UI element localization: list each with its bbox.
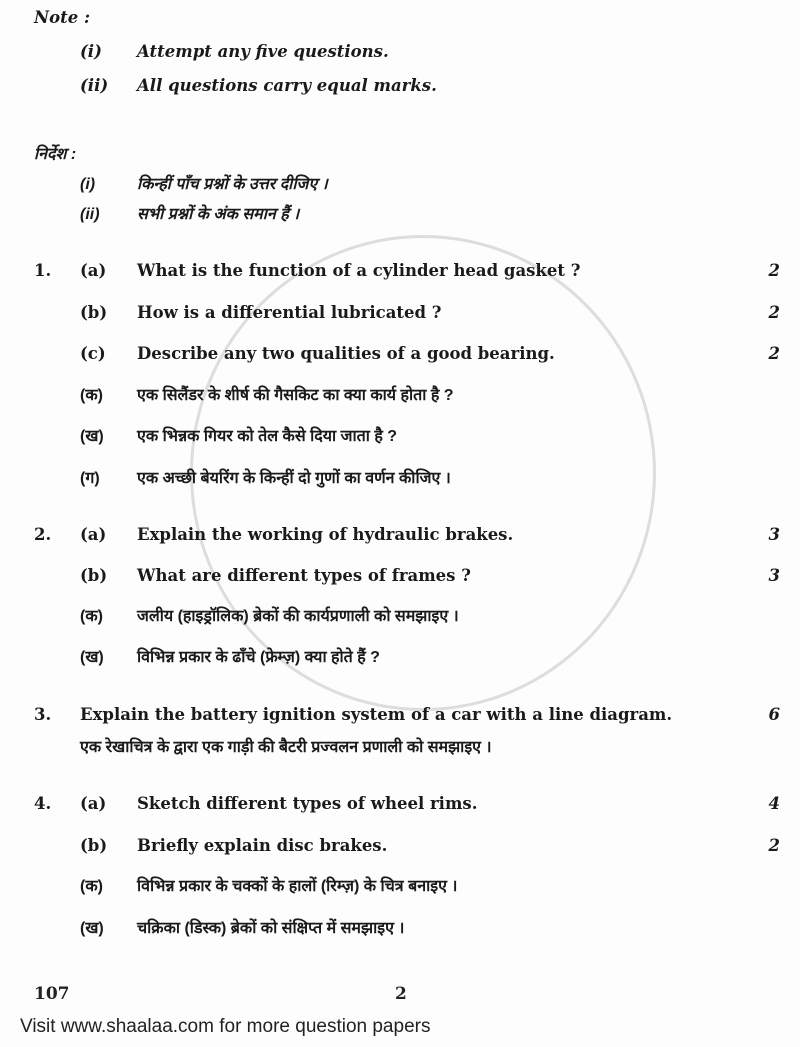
question-number: 3. xyxy=(34,705,52,724)
marks: 3 xyxy=(768,566,780,585)
page-number: 2 xyxy=(395,984,407,1004)
footer-text[interactable]: Visit www.shaalaa.com for more question papers xyxy=(20,1016,431,1037)
part-text: जलीय (हाइड्रॉलिक) ब्रेकों की कार्यप्रणाली को समझाइए । xyxy=(137,608,459,625)
note-heading-row xyxy=(0,6,800,30)
question-number: 1. xyxy=(34,261,52,280)
part-label: (b) xyxy=(80,303,108,322)
nirdesh-num: (ii) xyxy=(80,206,100,223)
question-text-hindi: एक रेखाचित्र के द्वारा एक गाड़ी की बैटरी प्रज्वलन प्रणाली को समझाइए । xyxy=(80,739,492,756)
nirdesh-num: (i) xyxy=(80,176,96,193)
part-text: Describe any two qualities of a good bearing. xyxy=(137,344,555,363)
question-number: 4. xyxy=(34,794,52,813)
question-number: 2. xyxy=(34,525,52,544)
note-text: Attempt any five questions. xyxy=(137,42,389,61)
nirdesh-heading: निर्देश : xyxy=(34,146,77,163)
part-label: (a) xyxy=(80,794,107,813)
question-2-hindi-ka xyxy=(0,605,800,629)
question-1b xyxy=(0,301,800,325)
nirdesh-item xyxy=(0,173,800,197)
question-2a xyxy=(0,523,800,547)
note-text: All questions carry equal marks. xyxy=(137,76,437,95)
part-text: चक्रिका (डिस्क) ब्रेकों को संक्षिप्त में समझाइए । xyxy=(137,920,405,937)
nirdesh-text: सभी प्रश्नों के अंक समान हैं । xyxy=(137,206,300,223)
marks: 2 xyxy=(768,836,780,855)
question-2-hindi-kha xyxy=(0,646,800,670)
question-4-hindi-kha xyxy=(0,917,800,941)
nirdesh-heading-row xyxy=(0,143,800,167)
part-label: (ख) xyxy=(80,920,104,937)
part-label: (ख) xyxy=(80,649,104,666)
part-label: (क) xyxy=(80,878,103,895)
question-text: Explain the battery ignition system of a car with a line diagram. xyxy=(80,705,673,724)
part-text: एक अच्छी बेयरिंग के किन्हीं दो गुणों का वर्णन कीजिए । xyxy=(137,470,451,487)
note-num: (i) xyxy=(80,42,102,61)
question-4b xyxy=(0,834,800,858)
part-label: (ख) xyxy=(80,428,104,445)
note-item xyxy=(0,74,800,98)
question-4a xyxy=(0,792,800,816)
question-1a xyxy=(0,259,800,283)
part-text: What is the function of a cylinder head gasket ? xyxy=(137,261,581,280)
marks: 6 xyxy=(768,705,780,724)
question-1-hindi-ka xyxy=(0,384,800,408)
note-item xyxy=(0,40,800,64)
part-text: Sketch different types of wheel rims. xyxy=(137,794,478,813)
marks: 2 xyxy=(768,344,780,363)
question-1-hindi-ga xyxy=(0,467,800,491)
part-label: (b) xyxy=(80,836,108,855)
paper-code: 107 xyxy=(34,984,70,1004)
question-2b xyxy=(0,564,800,588)
part-text: Briefly explain disc brakes. xyxy=(137,836,388,855)
part-text: What are different types of frames ? xyxy=(137,566,471,585)
note-heading: Note : xyxy=(34,8,91,27)
part-label: (क) xyxy=(80,608,103,625)
marks: 2 xyxy=(768,303,780,322)
part-label: (a) xyxy=(80,525,107,544)
part-text: How is a differential lubricated ? xyxy=(137,303,442,322)
part-text: एक सिलैंडर के शीर्ष की गैसकिट का क्या कार्य होता है ? xyxy=(137,387,454,404)
part-text: Explain the working of hydraulic brakes. xyxy=(137,525,514,544)
part-label: (b) xyxy=(80,566,108,585)
part-label: (ग) xyxy=(80,470,100,487)
part-label: (a) xyxy=(80,261,107,280)
question-3-hindi xyxy=(0,736,800,760)
part-text: विभिन्न प्रकार के चक्कों के हालों (रिम्ज़) के चित्र बनाइए । xyxy=(137,878,458,895)
part-label: (c) xyxy=(80,344,106,363)
marks: 3 xyxy=(768,525,780,544)
marks: 4 xyxy=(768,794,780,813)
nirdesh-item xyxy=(0,203,800,227)
question-4-hindi-ka xyxy=(0,875,800,899)
note-num: (ii) xyxy=(80,76,109,95)
part-text: विभिन्न प्रकार के ढाँचे (फ्रेम्ज़) क्या होते हैं ? xyxy=(137,649,380,666)
question-3 xyxy=(0,703,800,727)
nirdesh-text: किन्हीं पाँच प्रश्नों के उत्तर दीजिए । xyxy=(137,176,328,193)
question-1-hindi-kha xyxy=(0,425,800,449)
part-label: (क) xyxy=(80,387,103,404)
question-1c xyxy=(0,342,800,366)
marks: 2 xyxy=(768,261,780,280)
part-text: एक भिन्नक गियर को तेल कैसे दिया जाता है ? xyxy=(137,428,398,445)
